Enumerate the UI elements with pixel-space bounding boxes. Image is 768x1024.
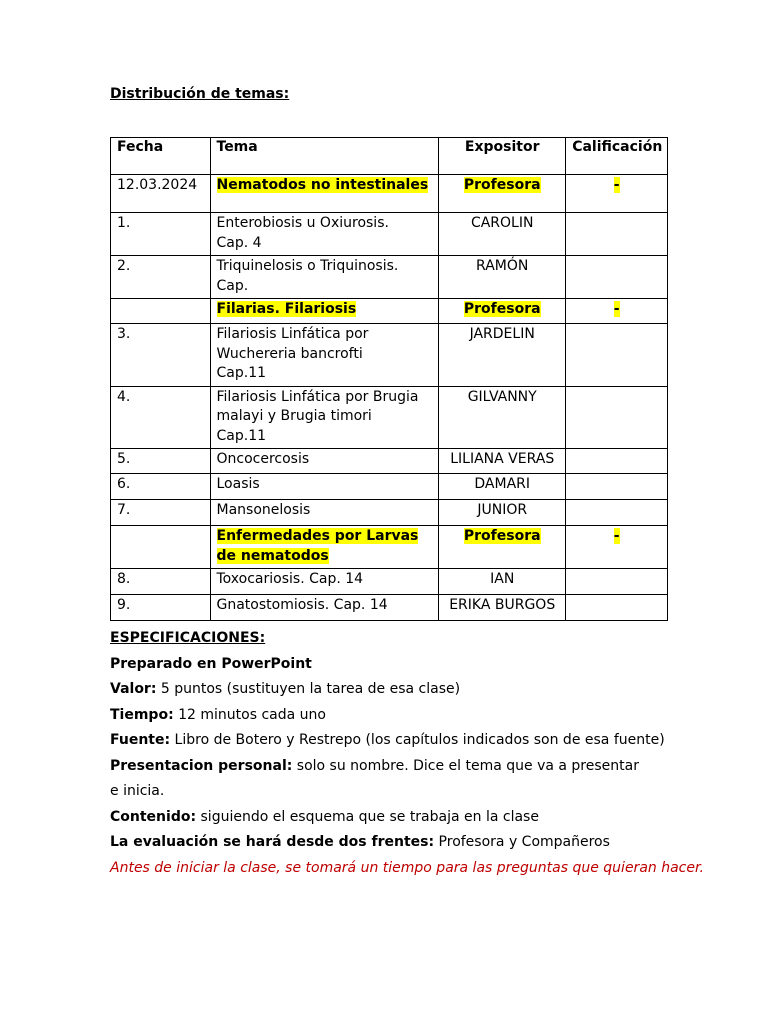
spec-title: ESPECIFICACIONES:: [110, 630, 266, 646]
tema-line: Nematodos no intestinales: [216, 177, 429, 193]
spec-fuente-label: Fuente:: [110, 732, 171, 748]
spec-note: Antes de iniciar la clase, se tomará un tiempo para las preguntas que quieran hacer.: [110, 859, 704, 876]
cell-fecha: 2.: [111, 256, 211, 299]
cell-expositor: [439, 526, 566, 569]
expositor-name: JARDELIN: [469, 326, 535, 342]
spec-presentacion-text: solo su nombre. Dice el tema que va a presentar e inicia.: [110, 757, 639, 799]
cell-tema: [210, 595, 439, 621]
cell-calificacion: [566, 526, 668, 569]
header-tema: Tema: [210, 138, 439, 175]
tema-line: Cap.: [216, 277, 249, 294]
cell-tema: [210, 299, 439, 324]
calificacion-value: -: [613, 528, 620, 544]
cell-fecha: [111, 526, 211, 569]
cell-fecha: 5.: [111, 449, 211, 474]
table-body: [111, 175, 668, 621]
tema-line: Filariosis Linfática por: [216, 326, 369, 342]
cell-tema: [210, 324, 439, 387]
cell-calificacion: [566, 324, 668, 387]
topics-table: [110, 137, 668, 621]
table-row: [111, 386, 668, 449]
cell-expositor: [439, 386, 566, 449]
header-calificacion: Calificación: [566, 138, 668, 175]
table-row: [111, 500, 668, 526]
expositor-name: JUNIOR: [477, 502, 528, 518]
table-row: [111, 569, 668, 595]
expositor-name: ERIKA BURGOS: [449, 597, 556, 613]
calificacion-value: -: [613, 177, 620, 193]
table-row: [111, 324, 668, 387]
spec-contenido-label: Contenido:: [110, 808, 197, 825]
cell-expositor: [439, 299, 566, 324]
tema-line: Enfermedades por Larvas: [216, 528, 419, 544]
expositor-name: RAMÓN: [476, 258, 529, 274]
cell-tema: [210, 256, 439, 299]
tema-line: Loasis: [216, 476, 260, 492]
expositor-name: CAROLIN: [470, 215, 534, 231]
cell-expositor: [439, 474, 566, 500]
cell-tema: [210, 500, 439, 526]
expositor-name: Profesora: [463, 528, 541, 544]
cell-expositor: [439, 449, 566, 474]
cell-fecha: 12.03.2024: [111, 175, 211, 213]
cell-expositor: [439, 500, 566, 526]
cell-calificacion: [566, 500, 668, 526]
cell-fecha: 1.: [111, 213, 211, 256]
cell-fecha: 6.: [111, 474, 211, 500]
cell-calificacion: [566, 449, 668, 474]
cell-calificacion: [566, 474, 668, 500]
table-row: [111, 526, 668, 569]
spec-valor-text: 5 puntos (sustituyen la tarea de esa clase): [156, 681, 461, 697]
tema-line: Enterobiosis u Oxiurosis.: [216, 215, 389, 231]
spec-evaluacion-text: Profesora y Compañeros: [434, 834, 610, 850]
cell-fecha: 8.: [111, 569, 211, 595]
cell-calificacion: [566, 213, 668, 256]
tema-line: Cap.11: [216, 427, 267, 444]
page-heading: Distribución de temas:: [110, 86, 290, 102]
spec-fuente-text: Libro de Botero y Restrepo (los capítulos indicados son de esa fuente): [170, 732, 665, 748]
table-row: [111, 299, 668, 324]
spec-tiempo-text: 12 minutos cada uno: [173, 706, 326, 723]
cell-tema: [210, 449, 439, 474]
expositor-name: LILIANA VERAS: [450, 451, 555, 467]
cell-tema: [210, 175, 439, 213]
cell-expositor: [439, 175, 566, 213]
cell-tema: [210, 213, 439, 256]
spec-valor-label: Valor:: [110, 681, 157, 697]
tema-line: de nematodos: [216, 547, 329, 564]
tema-line: Filariosis Linfática por Brugia: [216, 388, 419, 405]
table-row: [111, 595, 668, 621]
tema-line: malayi y Brugia timori: [216, 408, 372, 424]
calificacion-value: -: [613, 301, 620, 317]
expositor-name: Profesora: [463, 177, 541, 193]
cell-expositor: [439, 324, 566, 387]
cell-fecha: 4.: [111, 386, 211, 449]
tema-line: Oncocercosis: [216, 451, 310, 467]
expositor-name: DAMARI: [474, 476, 531, 492]
table-header-row: [111, 138, 668, 175]
tema-line: Filarias. Filariosis: [216, 301, 357, 317]
tema-line: Gnatostomiosis. Cap. 14: [216, 597, 388, 613]
cell-calificacion: [566, 386, 668, 449]
cell-calificacion: [566, 256, 668, 299]
cell-tema: [210, 474, 439, 500]
spec-preparado: Preparado en PowerPoint: [110, 655, 312, 672]
cell-expositor: [439, 595, 566, 621]
tema-line: Toxocariosis. Cap. 14: [216, 571, 364, 587]
cell-tema: [210, 386, 439, 449]
table-row: [111, 256, 668, 299]
expositor-name: IAN: [490, 571, 515, 587]
cell-calificacion: [566, 299, 668, 324]
cell-tema: [210, 569, 439, 595]
cell-fecha: [111, 299, 211, 324]
cell-fecha: 3.: [111, 324, 211, 387]
cell-expositor: [439, 213, 566, 256]
cell-fecha: 7.: [111, 500, 211, 526]
header-fecha: Fecha: [111, 138, 211, 175]
table-row: [111, 213, 668, 256]
header-expositor: Expositor: [439, 138, 566, 175]
expositor-name: GILVANNY: [467, 388, 537, 405]
cell-calificacion: [566, 569, 668, 595]
spec-contenido-text: siguiendo el esquema que se trabaja en la clase: [196, 808, 539, 825]
expositor-name: Profesora: [463, 301, 541, 317]
cell-calificacion: [566, 595, 668, 621]
cell-calificacion: [566, 175, 668, 213]
cell-tema: [210, 526, 439, 569]
table-row: [111, 474, 668, 500]
spec-tiempo-label: Tiempo:: [110, 706, 174, 723]
specifications-section: [110, 626, 704, 881]
spec-presentacion-label: Presentacion personal:: [110, 757, 293, 774]
table-row: [111, 175, 668, 213]
tema-line: Cap.11: [216, 365, 267, 381]
tema-line: Wuchereria bancrofti: [216, 345, 363, 362]
tema-line: Mansonelosis: [216, 502, 311, 518]
tema-line: Cap. 4: [216, 234, 262, 251]
cell-fecha: 9.: [111, 595, 211, 621]
cell-expositor: [439, 569, 566, 595]
table-row: [111, 449, 668, 474]
tema-line: Triquinelosis o Triquinosis.: [216, 258, 399, 274]
spec-evaluacion-label: La evaluación se hará desde dos frentes:: [110, 834, 435, 850]
cell-expositor: [439, 256, 566, 299]
